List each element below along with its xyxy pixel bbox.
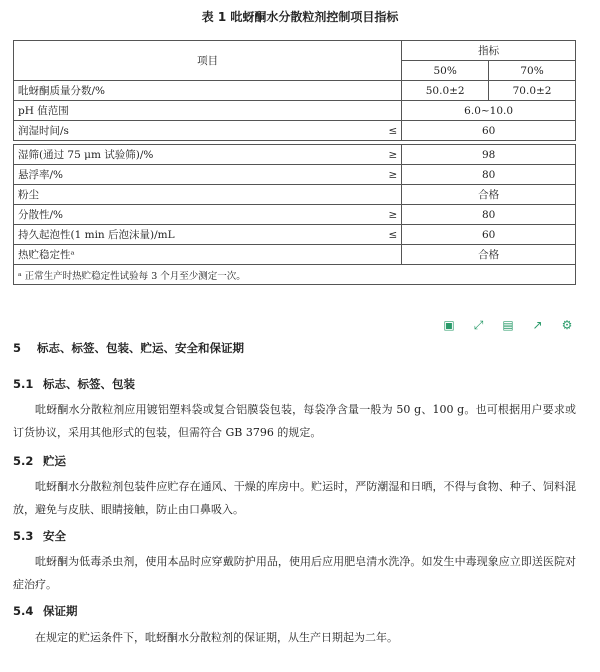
row-name: 润湿时间/s: [14, 121, 380, 141]
row-symbol: ≥: [379, 145, 402, 165]
table-note-row: [14, 265, 576, 285]
subsection-heading: [13, 376, 135, 392]
row-name: 吡蚜酮质量分数/%: [14, 81, 402, 101]
row-symbol: ≥: [379, 165, 402, 185]
subsection-heading: [13, 603, 78, 619]
row-value: 98: [402, 145, 576, 165]
row-symbol: ≥: [379, 205, 402, 225]
share-icon[interactable]: ↗: [532, 318, 543, 332]
section-title: 安全: [43, 529, 66, 543]
header-indicator: 指标: [402, 41, 576, 61]
table-header-row: [14, 41, 576, 61]
header-col2: 70%: [489, 61, 576, 81]
section-title: 贮运: [43, 454, 66, 468]
subsection-heading: [13, 528, 66, 544]
settings-icon[interactable]: ⚙: [561, 318, 573, 332]
header-col1: 50%: [402, 61, 489, 81]
row-value: 80: [402, 165, 576, 185]
row-value: 80: [402, 205, 576, 225]
row-value: 50.0±2: [402, 81, 489, 101]
table-row: [14, 185, 576, 205]
row-value: 合格: [402, 185, 576, 205]
section-number: 5: [13, 341, 22, 355]
toolbar: [441, 316, 575, 334]
row-name: pH 值范围: [14, 101, 402, 121]
save-icon[interactable]: ▤: [502, 318, 514, 332]
expand-icon[interactable]: ⤢: [473, 318, 484, 332]
table-row: [14, 81, 576, 101]
section-paragraph: 吡蚜酮为低毒杀虫剂，使用本品时应穿戴防护用品，使用后应用肥皂清水洗净。如发生中毒现象应立即送医院对症治疗。: [13, 555, 576, 591]
table-row: [14, 145, 576, 165]
row-value: 6.0~10.0: [402, 101, 576, 121]
section-number: 5.2: [13, 454, 34, 468]
subsection-heading: [13, 453, 66, 469]
table-row: [14, 205, 576, 225]
row-name: 悬浮率/%: [14, 165, 380, 185]
row-name: 粉尘: [14, 185, 402, 205]
table-note: ᵃ 正常生产时热贮稳定性试验每 3 个月至少测定一次。: [14, 265, 576, 285]
frame-icon[interactable]: ▣: [443, 318, 455, 332]
spec-table: [13, 40, 576, 285]
row-value: 合格: [402, 245, 576, 265]
row-value: 70.0±2: [489, 81, 576, 101]
row-name: 湿筛(通过 75 μm 试验筛)/%: [14, 145, 380, 165]
table-row: [14, 165, 576, 185]
row-value: 60: [402, 225, 576, 245]
section-heading: [13, 340, 244, 356]
row-name: 热贮稳定性ᵃ: [14, 245, 402, 265]
row-name: 分散性/%: [14, 205, 380, 225]
section-paragraph: 在规定的贮运条件下，吡蚜酮水分散粒剂的保证期，从生产日期起为二年。: [35, 631, 398, 644]
section-number: 5.3: [13, 529, 34, 543]
section-number: 5.1: [13, 377, 34, 391]
section-number: 5.4: [13, 604, 34, 618]
row-symbol: ≤: [379, 121, 402, 141]
section-title: 标志、标签、包装: [43, 377, 135, 391]
table-row: [14, 101, 576, 121]
row-name: 持久起泡性(1 min 后泡沫量)/mL: [14, 225, 380, 245]
section-paragraph: 吡蚜酮水分散粒剂包装件应贮存在通风、干燥的库房中。贮运时，严防潮湿和日晒，不得与食物、种子、饲料混放，避免与皮肤、眼睛接触，防止由口鼻吸入。: [13, 480, 576, 516]
table-row: [14, 225, 576, 245]
table-row: [14, 121, 576, 141]
section-paragraph: 吡蚜酮水分散粒剂应用镀铝塑料袋或复合铝膜袋包装，每袋净含量一般为 50 g、100 g。也可根据用户要求或订货协议，采用其他形式的包装，但需符合 GB 3796 的规定。: [13, 403, 576, 439]
section-title: 保证期: [43, 604, 78, 618]
table-row: [14, 245, 576, 265]
table-caption: 表 1 吡蚜酮水分散粒剂控制项目指标: [201, 10, 399, 24]
row-value: 60: [402, 121, 576, 141]
row-symbol: ≤: [379, 225, 402, 245]
section-title: 标志、标签、包装、贮运、安全和保证期: [37, 341, 244, 355]
header-item: 项目: [14, 41, 402, 81]
